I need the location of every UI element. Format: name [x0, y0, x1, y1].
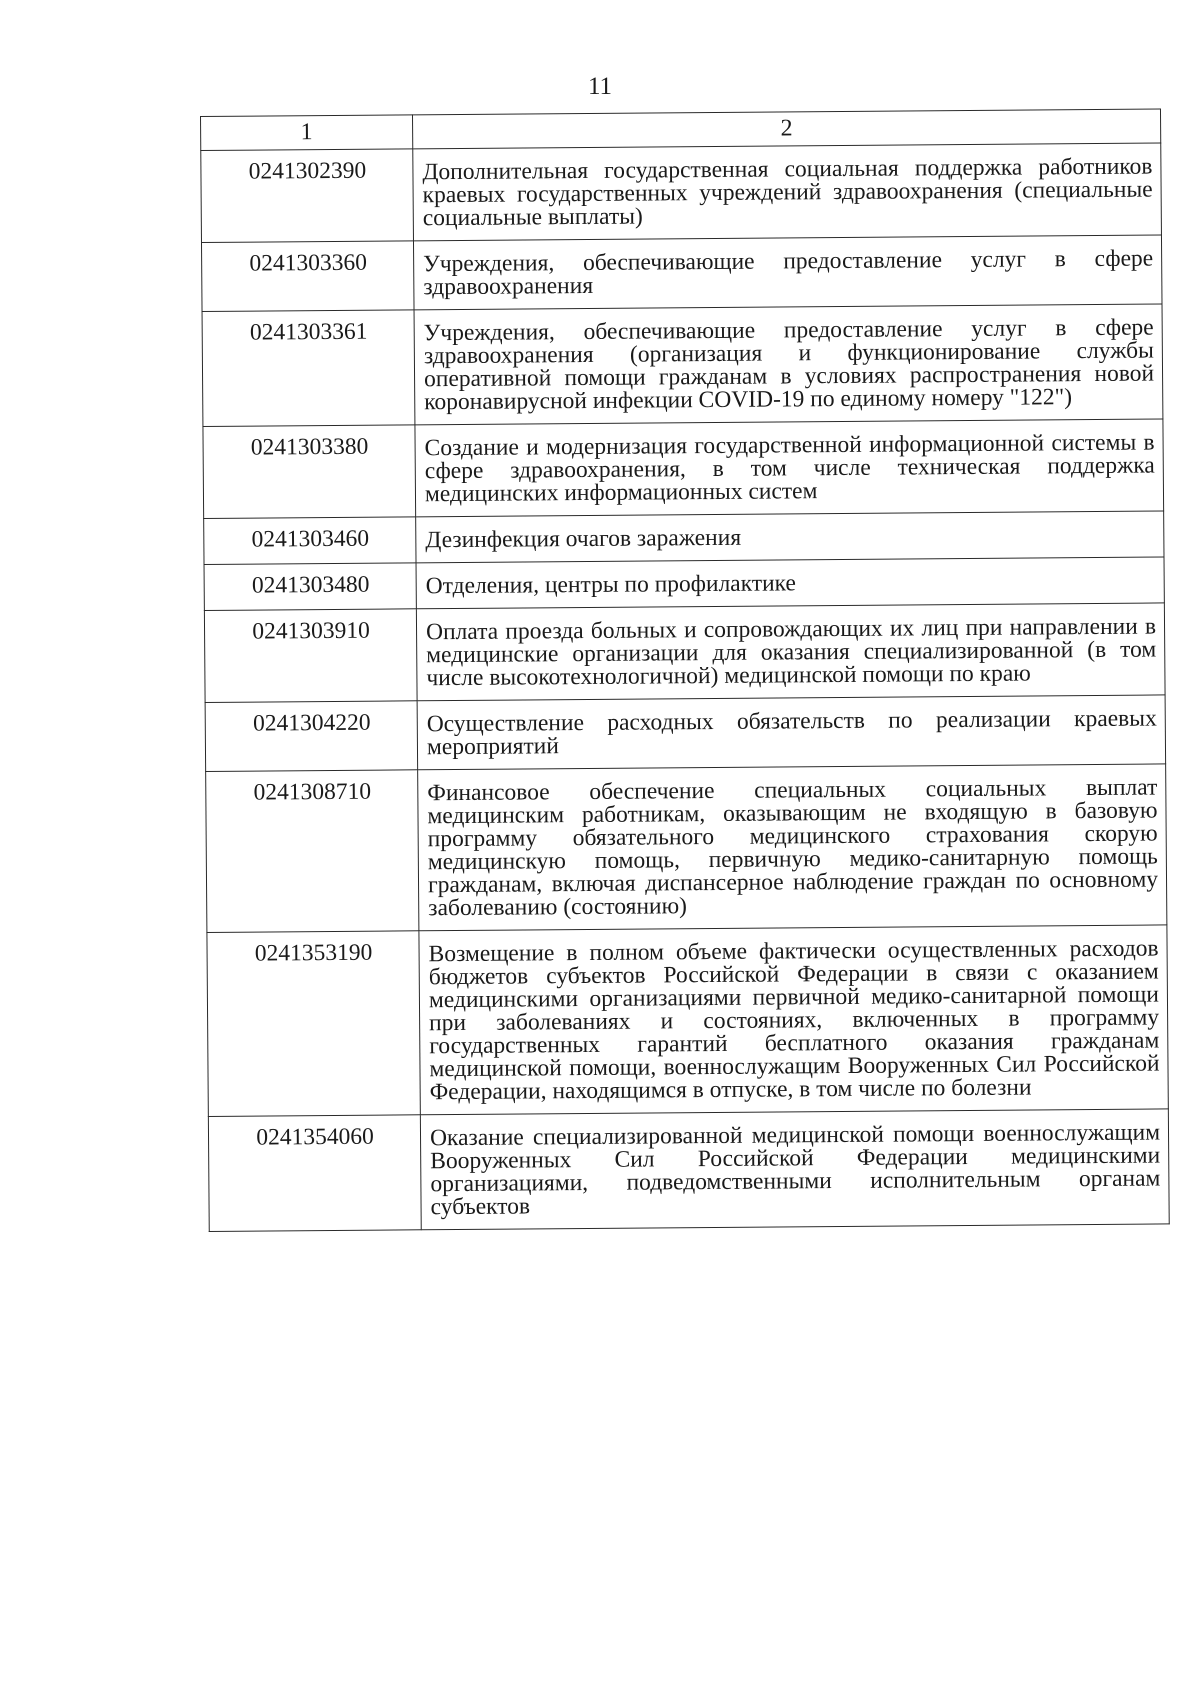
row-description: Дополнительная государственная социальная поддержка работников краевых государственных учреждений здравоохранения (специальные социальные выплаты): [413, 143, 1162, 241]
table-row: [202, 304, 1163, 427]
page-number: 11: [587, 73, 613, 100]
row-description: Дезинфекция очагов заражения: [416, 511, 1164, 563]
row-code: 0241302390: [201, 149, 414, 243]
row-description: Создание и модернизация государственной информационной системы в сфере здравоохранения, в том числе техническая поддержка медицинских информационных систем: [415, 419, 1164, 517]
row-description: Возмещение в полном объеме фактически осуществленных расходов бюджетов субъектов Российской Федерации в связи с оказанием медицинскими организациями первичной медико-санитарной помощи при заболеваниях и состояниях, включенных в программу государственных гарантий бесплатного оказания гражданам медицинской помощи, военнослужащим Вооруженных Сил Российской Федерации, находящимся в отпуске, в том числе по болезни: [419, 925, 1168, 1115]
row-description: Оплата проезда больных и сопровождающих их лиц при направлении в медицинские организации для оказания специализированной (в том числе высокотехнологичной) медицинской помощи по краю: [416, 603, 1165, 701]
table-row: [205, 695, 1166, 772]
budget-codes-table: [200, 108, 1170, 1232]
table-row: [203, 419, 1164, 519]
row-description: Отделения, центры по профилактике: [416, 557, 1164, 609]
column-header-1: 1: [201, 115, 413, 151]
row-code: 0241308710: [206, 770, 419, 933]
row-code: 0241354060: [208, 1115, 421, 1232]
table-row: [204, 603, 1165, 703]
row-description: Учреждения, обеспечивающие предоставление услуг в сфере здравоохранения: [413, 235, 1162, 310]
table-row: [204, 511, 1164, 565]
row-description: Финансовое обеспечение специальных социальных выплат медицинским работникам, оказывающим не входящую в базовую программу обязательного медицинского страхования скорую медицинскую помощь, первичную медико-санитарную помощь гражданам, включая диспансерное наблюдение граждан по основному заболеванию (состоянию): [418, 764, 1167, 931]
table-row: [206, 764, 1167, 933]
row-code: 0241303380: [203, 425, 416, 519]
row-description: Учреждения, обеспечивающие предоставление услуг в сфере здравоохранения (организация и функционирование службы оперативной помощи гражданам в условиях распространения новой коронавирусной инфекции COVID-19 по единому номеру "122"): [414, 304, 1163, 425]
row-code: 0241353190: [207, 931, 420, 1117]
row-code: 0241303910: [204, 609, 417, 703]
column-header-2: 2: [412, 109, 1160, 149]
row-code: 0241303361: [202, 310, 415, 427]
row-code: 0241303480: [204, 563, 416, 611]
row-description: Осуществление расходных обязательств по реализации краевых мероприятий: [417, 695, 1166, 770]
row-code: 0241303460: [204, 517, 416, 565]
table-row: [208, 1109, 1169, 1232]
table-row: [201, 235, 1162, 312]
table-row: [204, 557, 1164, 611]
table-row: [207, 925, 1168, 1117]
row-description: Оказание специализированной медицинской помощи военнослужащим Вооруженных Сил Российской Федерации медицинскими организациями, подведомственными исполнительным органам субъектов: [420, 1109, 1169, 1230]
row-code: 0241304220: [205, 701, 418, 772]
table-row: [201, 143, 1162, 243]
row-code: 0241303360: [201, 241, 414, 312]
